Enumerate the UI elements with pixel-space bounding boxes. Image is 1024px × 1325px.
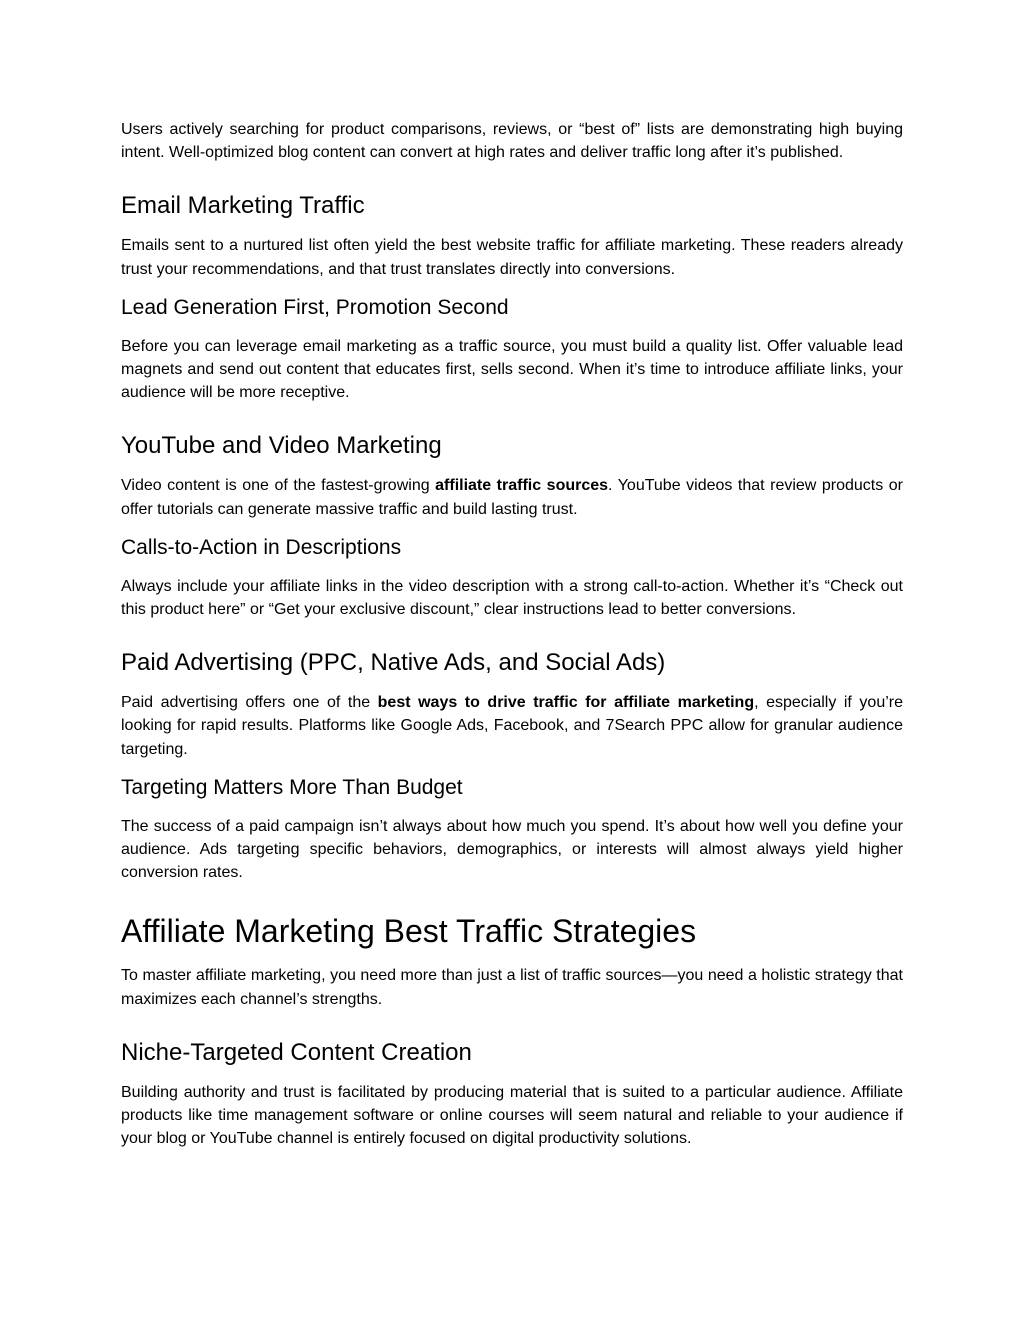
strategies-paragraph: To master affiliate marketing, you need more than just a list of traffic sources—you need a holistic strategy that maximizes each channel’s strengths. xyxy=(121,967,903,1008)
youtube-text-before: Video content is one of the fastest-growing xyxy=(121,477,436,495)
calls-to-action-paragraph: Always include your affiliate links in the video description with a strong call-to-action. Whether it’s “Check out this product here” or “Get your exclusive discount,” clear instructions lead to better conversions. xyxy=(121,577,903,619)
intro-paragraph: Users actively searching for product comparisons, reviews, or “best of” lists are demonstrating high buying intent. Well-optimized blog content can convert at high rates and deliver traffic long after it’s published. xyxy=(121,121,903,162)
paid-advertising-paragraph xyxy=(121,691,903,761)
paid-text-before: Paid advertising offers one of the xyxy=(121,694,378,712)
youtube-bold-phrase: affiliate traffic sources xyxy=(435,477,609,495)
targeting-paragraph: The success of a paid campaign isn’t always about how much you spend. It’s about how well you define your audience. Ads targeting specific behaviors, demographics, or interests will almost always yield higher conversion rates. xyxy=(121,817,903,882)
niche-content-paragraph: Building authority and trust is facilitated by producing material that is suited to a particular audience. Affiliate products like time management software or online courses will seem natural and reliable to your audience if your blog or YouTube channel is entirely focused on digital productivity solutions. xyxy=(121,1083,903,1148)
document-page xyxy=(121,118,903,1150)
niche-content-heading: Niche-Targeted Content Creation xyxy=(121,1038,472,1066)
targeting-heading: Targeting Matters More Than Budget xyxy=(121,775,463,799)
youtube-video-paragraph xyxy=(121,474,903,520)
paid-advertising-heading: Paid Advertising (PPC, Native Ads, and Social Ads) xyxy=(121,649,666,677)
youtube-video-heading: YouTube and Video Marketing xyxy=(121,432,442,460)
email-marketing-heading: Email Marketing Traffic xyxy=(121,192,365,220)
lead-generation-paragraph: Before you can leverage email marketing as a traffic source, you must build a quality list. Offer valuable lead magnets and send out content that educates first, sells second. When it’s time to introduce affiliate links, your audience will be more receptive. xyxy=(121,337,903,402)
paid-bold-phrase: best ways to drive traffic for affiliate marketing xyxy=(377,694,755,712)
email-marketing-paragraph: Emails sent to a nurtured list often yield the best website traffic for affiliate marketing. These readers already trust your recommendations, and that trust translates directly into conversions. xyxy=(121,237,903,278)
calls-to-action-heading: Calls-to-Action in Descriptions xyxy=(121,535,402,559)
youtube-text-after: . YouTube videos that review products or offer tutorials can generate massive traffic and build lasting trust. xyxy=(121,477,904,518)
strategies-title: Affiliate Marketing Best Traffic Strategies xyxy=(121,913,697,950)
paid-text-after: , especially if you’re looking for rapid results. Platforms like Google Ads, Facebook, and 7Search PPC allow for granular audience targeting. xyxy=(121,694,903,758)
lead-generation-heading: Lead Generation First, Promotion Second xyxy=(121,295,509,319)
